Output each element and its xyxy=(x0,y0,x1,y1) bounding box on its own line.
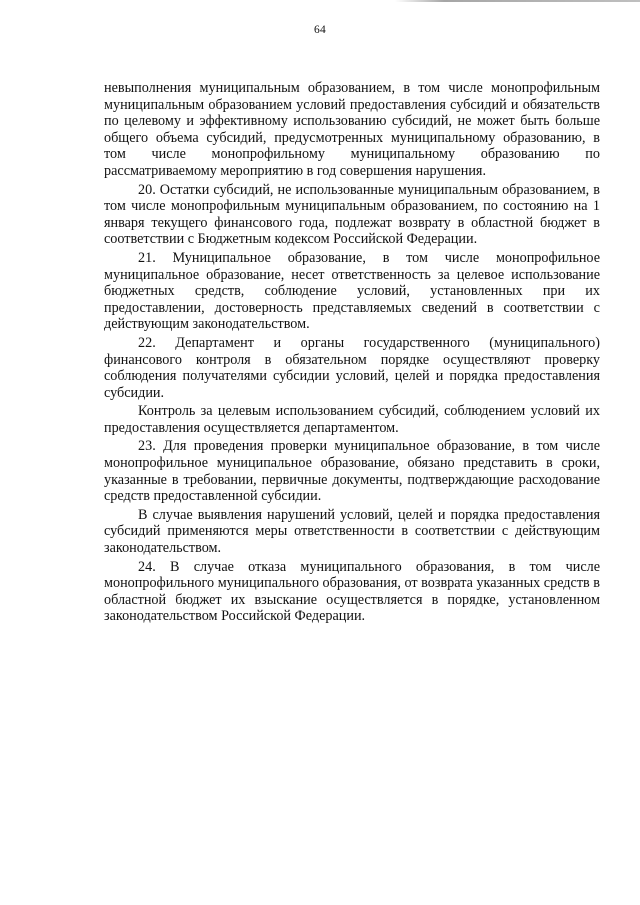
page-number: 64 xyxy=(313,24,327,36)
document-body xyxy=(104,80,600,625)
paragraph-21: 21. Муниципальное образование, в том числе монопрофильное муниципальное образование, несет ответственность за целевое использование бюджетных средств, соблюдение условий, установленных при их предоставлении, достоверность представляемых сведений в соответствии с действующим законодательством. xyxy=(104,249,600,333)
paragraph-22: 22. Департамент и органы государственного (муниципального) финансового контроля в обязательном порядке осуществляют проверку соблюдения получателями субсидии условий, целей и порядка предоставления субсидии. xyxy=(104,334,600,401)
paragraph-continuation: невыполнения муниципальным образованием, в том числе монопрофильным муниципальным образованием условий предоставления субсидий и обязательств по целевому и эффективному использованию субсидий, не может быть больше общего объема субсидий, предусмотренных муниципальному образованию, в том числе монопрофильному муниципальному образованию по рассматриваемому мероприятию в год совершения нарушения. xyxy=(104,80,600,179)
paragraph-20: 20. Остатки субсидий, не использованные муниципальным образованием, в том числе монопрофильным муниципальным образованием, по состоянию на 1 января текущего финансового года, подлежат возврату в областной бюджет в соответствии с Бюджетным кодексом Российской Федерации. xyxy=(104,181,600,248)
paragraph-24: 24. В случае отказа муниципального образования, в том числе монопрофильного муниципального образования, от возврата указанных средств в областной бюджет их взыскание осуществляется в порядке, установленном законодательством Российской Федерации. xyxy=(104,558,600,625)
paragraph-23: 23. Для проведения проверки муниципальное образование, в том числе монопрофильное муниципальное образование, обязано представить в сроки, указанные в требовании, первичные документы, подтверждающие расходование средств предоставленной субсидии. xyxy=(104,438,600,505)
paragraph-22-control: Контроль за целевым использованием субсидий, соблюдением условий их предоставления осуществляется департаментом. xyxy=(104,403,600,436)
paragraph-23-violations: В случае выявления нарушений условий, целей и порядка предоставления субсидий применяются меры ответственности в соответствии с действующим законодательством. xyxy=(104,506,600,557)
scan-edge-artifact xyxy=(395,0,640,2)
